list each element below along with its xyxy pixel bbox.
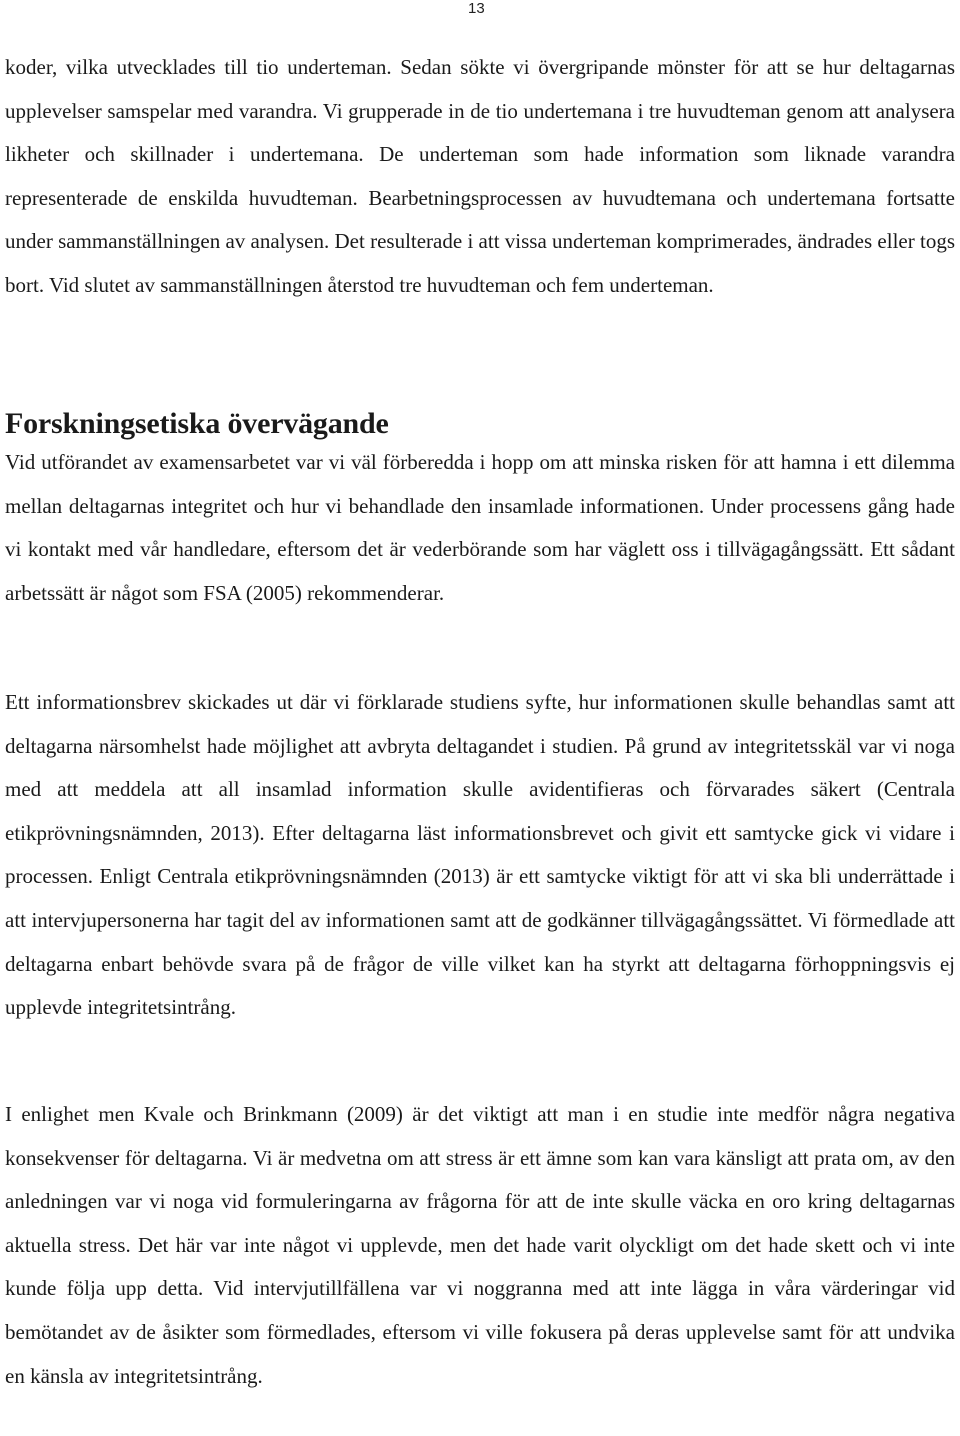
body-paragraph-consequences: I enlighet men Kvale och Brinkmann (2009) är det viktigt att man i en studie inte medför några negativa konsekvenser för deltagarna. Vi är medvetna om att stress är ett ämne som kan vara känsligt att prata om, av den anledningen var vi noga vid formuleringarna av frågorna för att de inte skulle väcka en oro kring deltagarnas aktuella stress. Det här var inte något vi upplevde, men det hade varit olyckligt om det hade skett och vi inte kunde följa upp detta. Vid intervjutillfällena var vi noggranna med att inte lägga in våra värderingar vid bemötandet av de åsikter som förmedlades, eftersom vi ville fokusera på deras upplevelse samt för att undvika en känsla av integritetsintrång.	[5, 1102, 955, 1388]
page-number: 13	[468, 0, 485, 17]
section-heading: Forskningsetiska övervägande	[5, 407, 389, 440]
body-paragraph-preparation: Vid utförandet av examensarbetet var vi väl förberedda i hopp om att minska risken för att hamna i ett dilemma mellan deltagarnas integritet och hur vi behandlade den insamlade informationen. Under processens gång hade vi kontakt med vår handledare, eftersom det är vederbörande som har väglett oss i tillvägagångssätt. Ett sådant arbetssätt är något som FSA (2005) rekommenderar.	[5, 450, 955, 605]
body-paragraph-information-letter: Ett informationsbrev skickades ut där vi förklarade studiens syfte, hur informationen skulle behandlas samt att deltagarna närsomhelst hade möjlighet att avbryta deltagandet i studien. På grund av integritetsskäl var vi noga med att meddela att all insamlad information skulle avidentifieras och förvarades säkert (Centrala etikprövningsnämnden, 2013). Efter deltagarna läst informationsbrevet och givit ett samtycke gick vi vidare i processen. Enligt Centrala etikprövningsnämnden (2013) är ett samtycke viktigt för att vi ska bli underrättade i att intervjupersonerna har tagit del av informationen samt att de godkänner tillvägagångssättet. Vi förmedlade att deltagarna enbart behövde svara på de frågor de ville vilket kan ha styrkt att deltagarna förhoppningsvis ej upplevde integritetsintrång.	[5, 690, 955, 1020]
body-paragraph-analysis: koder, vilka utvecklades till tio underteman. Sedan sökte vi övergripande mönster för att se hur deltagarnas upplevelser samspelar med varandra. Vi grupperade in de tio undertemana i tre huvudteman genom att analysera likheter och skillnader i undertemana. De underteman som hade information som liknade varandra representerade de enskilda huvudteman. Bearbetningsprocessen av huvudtemana och undertemana fortsatte under sammanställningen av analysen. Det resulterade i att vissa underteman komprimerades, ändrades eller togs bort. Vid slutet av sammanställningen återstod tre huvudteman och fem underteman.	[5, 55, 955, 297]
